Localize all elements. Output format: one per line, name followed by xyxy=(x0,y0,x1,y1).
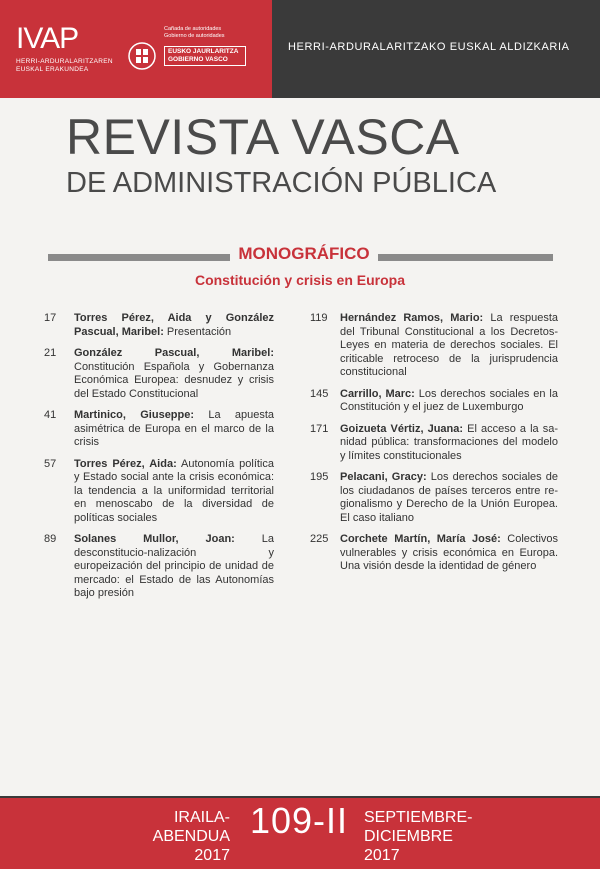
entry-author: Goizueta Vértiz, Juana: xyxy=(340,422,464,435)
gov-caption-line-2: Gobierno de autoridades xyxy=(164,33,225,39)
entry-author: González Pascual, Maribel: xyxy=(74,347,274,359)
entry-title: Los derechos sociales de los ciudadanos de países terceros entre re-gionalismo y Derecho de la Unión Europea. El caso italiano xyxy=(340,471,559,524)
entry-title: Presentación xyxy=(163,325,232,338)
monographic-subtitle: Constitución y crisis en Europa xyxy=(194,272,406,288)
entry-page: 225 xyxy=(310,533,329,545)
entry-title: La desconstitucio-nalización y europeización del principio de unidad de mercado: el Estado de las Autonomías bajo presión xyxy=(74,533,274,599)
ivap-logo: IVAP xyxy=(16,22,79,55)
entry-title: Los derechos sociales en la Constitución y el juez de Luxemburgo xyxy=(340,387,558,413)
contents-entry xyxy=(44,458,274,526)
entry-page: 171 xyxy=(310,422,329,435)
series-title: HERRI-ARDURALARITZAKO EUSKAL ALDIZKARIA xyxy=(288,41,570,53)
contents-entry xyxy=(310,471,558,525)
entry-page: 145 xyxy=(310,387,329,400)
entry-author: Pelacani, Gracy: xyxy=(340,471,427,483)
header-band xyxy=(0,0,600,98)
footer-spanish-dates xyxy=(364,808,544,865)
contents-right-column xyxy=(310,312,558,574)
contents-entry xyxy=(44,312,274,339)
ivap-subtitle-line-2: EUSKAL ERAKUNDEA xyxy=(16,66,89,73)
entry-title: Autonomía política y Estado social ante la crisis económica: la tendencia a la uniformidad territorial en menoscabo de la diversidad de políticas sociales xyxy=(74,457,274,524)
ivap-subtitle-line-1: HERRI-ARDURALARITZAREN xyxy=(16,58,113,65)
entry-page: 17 xyxy=(44,312,57,324)
footer-basque-dates xyxy=(100,808,230,865)
contents-entry xyxy=(44,409,274,450)
contents-entry xyxy=(310,388,558,415)
journal-subtitle: DE ADMINISTRACIÓN PÚBLICA xyxy=(66,167,497,199)
entry-title: El acceso a la sa-nidad pública: transformaciones del modelo y límites constitucionales xyxy=(340,422,559,462)
entry-author: Hernández Ramos, Mario: xyxy=(340,312,484,324)
contents-entry xyxy=(310,533,558,574)
journal-title: REVISTA VASCA xyxy=(66,109,460,165)
contents-left-column xyxy=(44,312,274,601)
entry-page: 57 xyxy=(44,457,57,470)
entry-page: 119 xyxy=(310,312,328,324)
divider-left xyxy=(48,254,230,261)
header-red-block xyxy=(0,0,272,98)
contents-entry xyxy=(310,423,558,464)
divider-right xyxy=(378,254,553,261)
monographic-label: MONOGRÁFICO xyxy=(238,244,370,263)
gov-name-spanish: GOBIERNO VASCO xyxy=(168,56,228,63)
footer-left-months: IRAILA-ABENDUA xyxy=(152,809,230,845)
entry-author: Torres Pérez, Aida: xyxy=(74,457,177,470)
ivap-subtitle xyxy=(16,58,113,74)
entry-page: 41 xyxy=(44,409,57,421)
gov-caption-line-1: Cañada de autoridades xyxy=(164,26,222,32)
gov-name-basque: EUSKO JAURLARITZA xyxy=(168,48,239,55)
entry-author: Martinico, Giuseppe: xyxy=(74,409,195,421)
footer-right-year: 2017 xyxy=(364,847,400,864)
issue-number: 109-II xyxy=(249,800,349,841)
basque-government-crest-icon xyxy=(128,40,156,72)
contents-entry xyxy=(44,533,274,601)
entry-author: Solanes Mullor, Joan: xyxy=(74,533,235,545)
footer-right-months: SEPTIEMBRE-DICIEMBRE xyxy=(364,809,473,845)
footer-left-year: 2017 xyxy=(194,847,230,864)
gov-caption xyxy=(164,26,225,40)
entry-page: 21 xyxy=(44,347,57,359)
entry-title: Constitución Española y Gobernanza Económica Europea: desnudez y crisis del Estado Constitucional xyxy=(74,360,274,400)
contents-entry xyxy=(310,312,558,380)
entry-title: Colectivos vulnerables y crisis económica en Europa. Una visión desde la identidad de género xyxy=(340,533,559,572)
entry-page: 195 xyxy=(310,471,329,483)
entry-author: Torres Pérez, Aida y González Pascual, Maribel: xyxy=(74,312,274,338)
entry-author: Corchete Martín, María José: xyxy=(340,533,501,545)
entry-author: Carrillo, Marc: xyxy=(340,387,415,400)
entry-title: La respuesta del Tribunal Constitucional a los Decretos-Leyes en materia de derechos sociales. El criticable retroceso de la jurisprudencia constitucional xyxy=(340,312,558,378)
contents-entry xyxy=(44,347,274,401)
gov-name-box xyxy=(164,46,246,66)
entry-title: La apuesta asimétrica de Europa en el marco de la crisis xyxy=(74,409,274,448)
entry-page: 89 xyxy=(44,533,57,545)
